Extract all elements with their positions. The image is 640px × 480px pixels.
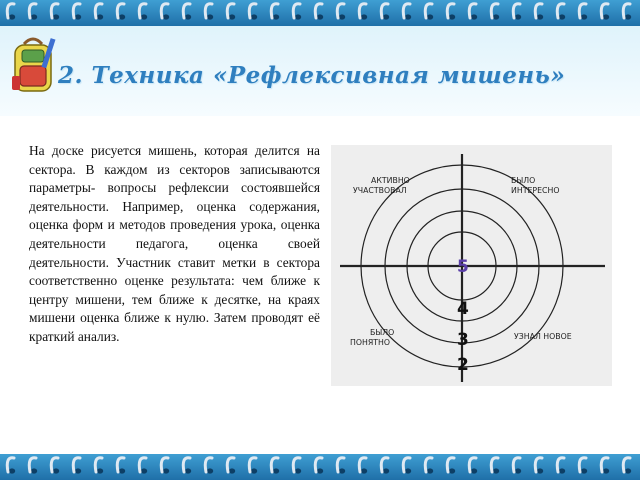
binding-hole: [53, 14, 59, 19]
binding-hole: [229, 468, 235, 473]
binding-hole: [559, 468, 565, 473]
binding-hole: [427, 14, 433, 19]
binding-hole: [603, 14, 609, 19]
binding-hole: [405, 468, 411, 473]
binding-hole: [537, 468, 543, 473]
binding-hole: [471, 14, 477, 19]
binding-hole: [295, 14, 301, 19]
binding-hole: [317, 468, 323, 473]
binding-hole: [75, 468, 81, 473]
binding-hole: [207, 14, 213, 19]
binding-hole: [625, 468, 631, 473]
binding-hole: [493, 468, 499, 473]
binding-hole: [53, 468, 59, 473]
binding-hole: [449, 14, 455, 19]
slide-body-text: На доске рисуется мишень, которая делится на сектора. В каждом из секторов записываются параметры- вопросы рефлексии состоявшейся деятельности. Например, оценка содержания, оценка форм и методов проведения урока, оценка деятельности педагога, оценка своей деятельности. Участник ставит метки в сектора соответственно оценке результата: чем ближе к центру мишени, тем ближе к десятке, на краях мишени оценка ближе к нулю. Затем проводят её краткий анализ.: [29, 143, 320, 344]
binding-hole: [295, 468, 301, 473]
score-label-5: 5: [457, 257, 469, 277]
binding-hole: [625, 14, 631, 19]
binding-hole: [339, 14, 345, 19]
binding-hole: [251, 14, 257, 19]
binding-hole: [317, 14, 323, 19]
sector-label-top-left: АКТИВНО УЧАСТВОВАЛ: [353, 176, 410, 195]
binding-hole: [229, 14, 235, 19]
binding-hole: [581, 14, 587, 19]
binding-hole: [9, 14, 15, 19]
binding-hole: [581, 468, 587, 473]
sector-label-top-right: БЫЛО ИНТЕРЕСНО: [511, 176, 560, 195]
spiral-binding-icon: [0, 454, 640, 480]
spiral-binding-top: [0, 0, 640, 26]
binding-hole: [119, 468, 125, 473]
binding-hole: [603, 468, 609, 473]
score-label-2: 2: [457, 355, 469, 375]
page-title: 2. Техника «Рефлексивная мишень»: [58, 62, 566, 89]
binding-hole: [163, 14, 169, 19]
binding-hole: [273, 14, 279, 19]
sector-label-bottom-left: БЫЛО ПОНЯТНО: [350, 328, 395, 347]
binding-hole: [515, 14, 521, 19]
sector-label-bottom-right: УЗНАЛ НОВОЕ: [514, 332, 572, 341]
binding-hole: [207, 468, 213, 473]
binding-hole: [97, 14, 103, 19]
score-label-4: 4: [457, 299, 469, 319]
binding-hole: [141, 14, 147, 19]
binding-hole: [185, 14, 191, 19]
binding-hole: [9, 468, 15, 473]
binding-hole: [515, 468, 521, 473]
binding-hole: [537, 14, 543, 19]
binding-hole: [97, 468, 103, 473]
binding-hole: [75, 14, 81, 19]
school-backpack-icon: [6, 36, 60, 102]
binding-hole: [559, 14, 565, 19]
binding-hole: [493, 14, 499, 19]
binding-hole: [31, 468, 37, 473]
binding-hole: [427, 468, 433, 473]
reflexive-target-diagram: [331, 145, 612, 386]
binding-hole: [471, 468, 477, 473]
binding-hole: [273, 468, 279, 473]
binding-hole: [383, 468, 389, 473]
binding-hole: [449, 468, 455, 473]
binding-hole: [251, 468, 257, 473]
spiral-binding-bottom: [0, 454, 640, 480]
binding-hole: [339, 468, 345, 473]
binding-hole: [185, 468, 191, 473]
binding-hole: [383, 14, 389, 19]
score-label-3: 3: [457, 330, 469, 350]
binding-hole: [361, 14, 367, 19]
binding-hole: [31, 14, 37, 19]
binding-hole: [141, 468, 147, 473]
binding-hole: [163, 468, 169, 473]
binding-hole: [119, 14, 125, 19]
spiral-binding-icon: [0, 0, 640, 26]
binding-hole: [361, 468, 367, 473]
binding-hole: [405, 14, 411, 19]
